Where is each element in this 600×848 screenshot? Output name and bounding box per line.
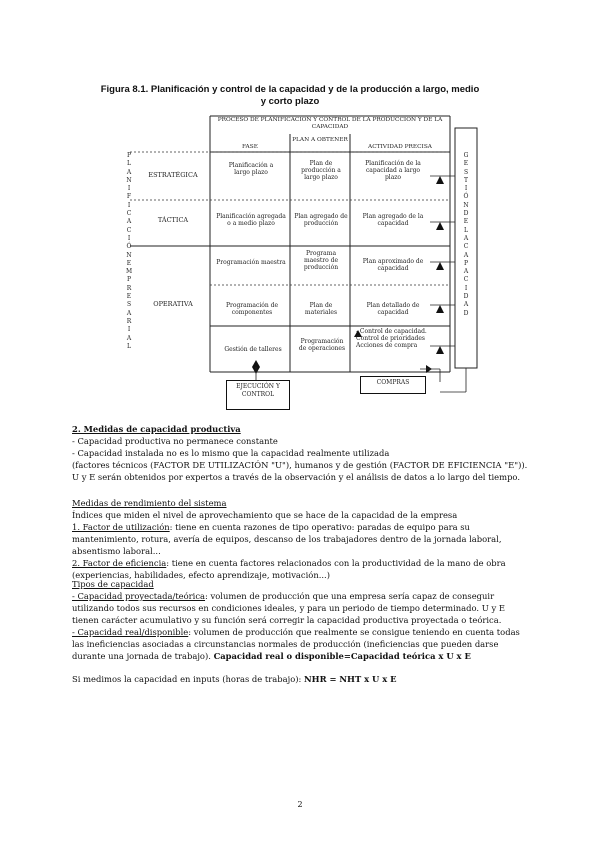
row2-plan: Plan agregado de producción	[294, 213, 348, 227]
tipos-proyectada	[72, 590, 532, 626]
real-text: : volumen de producción que realmente se consigue teniendo en cuenta todas las ineficiencias asociadas a circunstancias normales de producción (ineficiencias que pueden darse durante una jornada de trabajo).	[72, 627, 520, 661]
row4-fase: Programación de componentes	[225, 302, 279, 316]
tipos-real	[72, 626, 532, 662]
compras-box: COMPRAS	[360, 376, 426, 394]
real-formula: Capacidad real o disponible=Capacidad teórica x U x E	[213, 651, 471, 661]
row2-actividad: Plan agregado de la capacidad	[362, 213, 424, 227]
header-process: PROCESO DE PLANIFICACIÓN Y CONTROL DE LA PRODUCCIÓN Y DE LA CAPACIDAD	[217, 117, 443, 130]
row1-actividad: Planificación de la capacidad a largo plazo	[365, 160, 421, 181]
item1-text: : tiene en cuenta razones de tipo operativo: paradas de equipo para su mantenimiento, rotura, avería de equipos, descanso de los trabajadores dentro de la jornada laboral, absentismo laboral...	[72, 522, 502, 556]
real-label: - Capacidad real/disponible	[72, 627, 189, 637]
rendimiento-section	[72, 497, 532, 581]
row3-fase: Programación maestra	[216, 259, 286, 266]
level-operativa: OPERATIVA	[153, 300, 193, 308]
item2-text: : tiene en cuenta factores relacionados con la productividad de la mano de obra (experiencias, habilidades, efecto aprendizaje, motivación...)	[72, 558, 506, 580]
row5-fase: Gestión de talleres	[224, 346, 282, 353]
figure-diagram	[0, 0, 600, 420]
section-line-4: U y E serán obtenidos por expertos a través de la observación y el análisis de datos a lo largo del tiempo.	[72, 472, 520, 482]
left-vertical-text: PLANIFICACIÓN EMPRESARIAL	[126, 152, 133, 350]
level-estrategica: ESTRATÉGICA	[148, 171, 198, 179]
proyectada-text: : volumen de producción que una empresa sería capaz de conseguir utilizando todos sus recursos en condiciones ideales, y para un periodo de tiempo determinado. U y E tienen carácter acumulativo y su función será corregir la capacidad productiva proyectada o teórica.	[72, 591, 505, 625]
ejecucion-box: EJECUCIÓN Y CONTROL	[226, 380, 290, 410]
row3-plan: Programa maestro de producción	[303, 250, 339, 271]
left-vertical-label	[123, 152, 135, 351]
header-actividad: ACTIVIDAD PRECISA	[368, 144, 432, 150]
row5-plan: Programación de operaciones	[298, 338, 346, 352]
rendimiento-intro: Índices que miden el nivel de aprovechamiento que se hace de la capacidad de la empresa	[72, 510, 458, 520]
section-line-1: - Capacidad productiva no permanece constante	[72, 436, 278, 446]
item2-label: 2. Factor de eficiencia	[72, 558, 167, 568]
tipos-heading: Tipos de capacidad	[72, 579, 154, 589]
row5-actividad: - Control de capacidad. Control de prioridades Acciones de compra	[356, 328, 427, 349]
row1-fase: Planificación a largo plazo	[228, 162, 274, 176]
capacity-section	[72, 423, 532, 483]
row2-fase: Planificación agregada o a medio plazo	[216, 213, 286, 227]
inputs-line	[72, 673, 532, 685]
row3-actividad: Plan aproximado de capacidad	[362, 258, 424, 272]
header-plan: PLAN A OBTENER	[292, 137, 348, 143]
proyectada-label: - Capacidad proyectada/teórica	[72, 591, 206, 601]
right-vertical-text: GESTIÓN DE LA CAPACIDAD	[463, 152, 469, 317]
level-tactica: TÁCTICA	[157, 216, 189, 224]
section-line-2: - Capacidad instalada no es lo mismo que la capacidad realmente utilizada	[72, 448, 390, 458]
tipos-section	[72, 578, 532, 662]
header-fase: FASE	[242, 144, 258, 150]
rendimiento-heading: Medidas de rendimiento del sistema	[72, 498, 227, 508]
right-vertical-label	[460, 152, 472, 318]
row4-actividad: Plan detallado de capacidad	[366, 302, 420, 316]
page-number: 2	[297, 800, 303, 809]
section-heading: 2. Medidas de capacidad productiva	[72, 424, 241, 434]
row1-plan: Plan de producción a largo plazo	[301, 160, 341, 181]
row4-plan: Plan de materiales	[304, 302, 338, 316]
inputs-text: Si medimos la capacidad en inputs (horas de trabajo):	[72, 674, 302, 684]
inputs-section	[72, 673, 532, 685]
rendimiento-item-1	[72, 521, 532, 557]
inputs-formula: NHR = NHT x U x E	[304, 674, 397, 684]
figure-title: Figura 8.1. Planificación y control de la capacidad y de la producción a largo, medio y corto plazo	[100, 84, 480, 107]
section-line-3: (factores técnicos (FACTOR DE UTILIZACIÓN "U"), humanos y de gestión (FACTOR DE EFICIENCIA "E")).	[72, 460, 528, 470]
item1-label: 1. Factor de utilización	[72, 522, 170, 532]
